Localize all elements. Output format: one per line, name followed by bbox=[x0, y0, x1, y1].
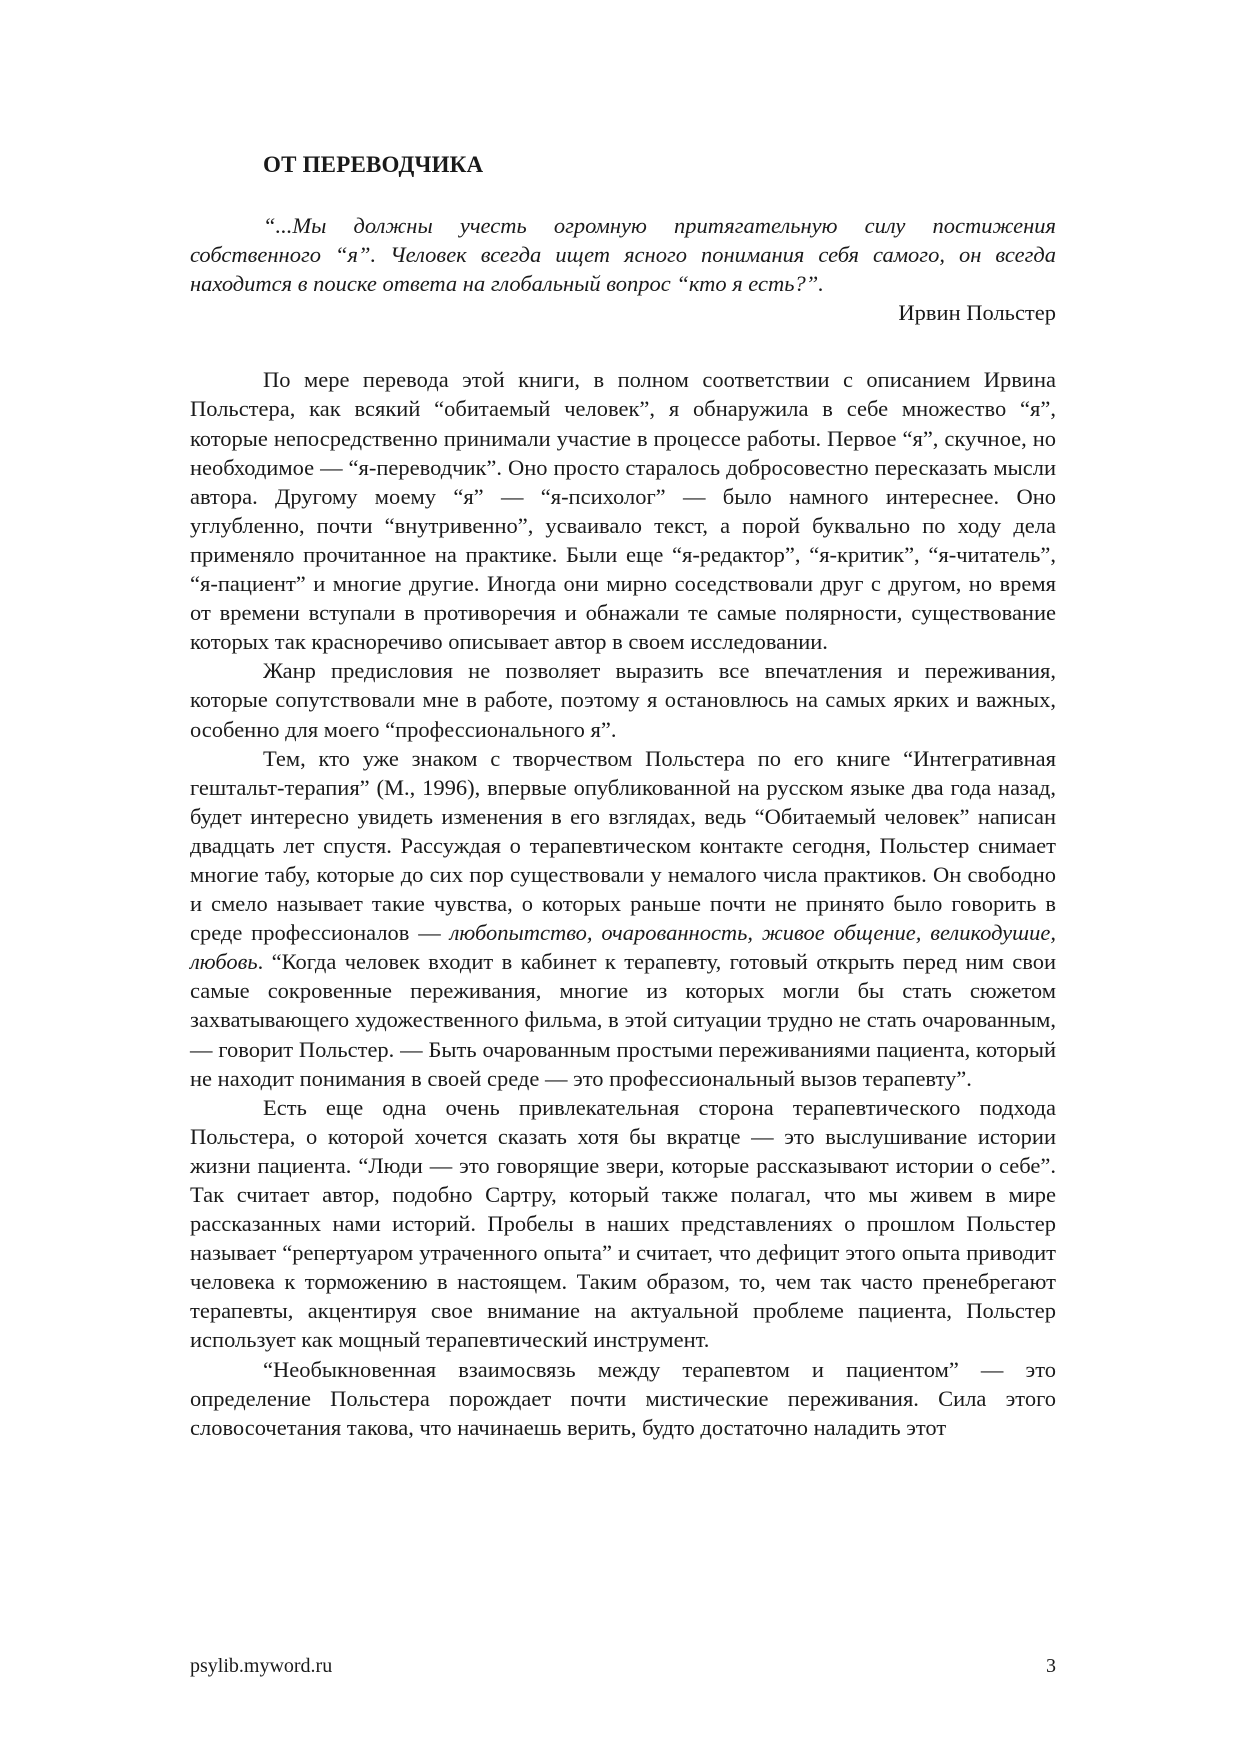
section-heading: ОТ ПЕРЕВОДЧИКА bbox=[263, 152, 484, 177]
paragraph-1: По мере перевода этой книги, в полном соответствии с описанием Ирвина Польстера, как всякий “обитаемый человек”, я обнаружила в себе множество “я”, которые непосредственно принимали участие в процессе работы. Первое “я”, скучное, но необходимое — “я-переводчик”. Оно просто старалось добросовестно пересказать мысли автора. Другому моему “я” — “я-психолог” — было намного интереснее. Оно углубленно, почти “внутривенно”, усваивало текст, а порой буквально по ходу дела применяло прочитанное на практике. Были еще “я-редактор”, “я-критик”, “я-читатель”, “я-пациент” и многие другие. Иногда они мирно соседствовали друг с другом, но время от времени вступали в противоречия и обнажали те самые полярности, существование которых так красноречиво описывает автор в своем исследовании. bbox=[190, 367, 1056, 655]
paragraph-3-emphasis: любопытство, очарованность, живое общение, великодушие, любовь bbox=[190, 920, 1056, 975]
paragraph-3 bbox=[190, 744, 1056, 1093]
footer-page-number: 3 bbox=[1046, 1655, 1056, 1677]
paragraph-3-text-before: Тем, кто уже знаком с творчеством Польстера по его книге “Интегративная гештальт-терапия” (М., 1996), впервые опубликованной на русском языке два года назад, будет интересно увидеть изменения в его взглядах, ведь “Обитаемый человек” написан двадцать лет спустя. Рассуждая о терапевтическом контакте сегодня, Польстер снимает многие табу, которые до сих пор существовали у немалого числа практиков. Он свободно и смело называет такие чувства, о которых раньше почти не принято было говорить в среде профессионалов — bbox=[190, 745, 1056, 946]
paragraph-3-text-after: . “Когда человек входит в кабинет к терапевту, готовый открыть перед ним свои самые сокровенные переживания, многие из которых могли бы стать сюжетом захватывающего художественного фильма, в этой ситуации трудно не стать очарованным, — говорит Польстер. — Быть очарованным простыми переживаниями пациента, который не находит понимания в своей среде — это профессиональный вызов терапевту”. bbox=[190, 949, 1056, 1091]
page-content bbox=[190, 211, 1056, 1442]
epigraph-author: Ирвин Польстер bbox=[898, 300, 1056, 326]
body-text bbox=[190, 365, 1056, 1441]
paragraph-4: Есть еще одна очень привлекательная сторона терапевтического подхода Польстера, о которой хочется сказать хотя бы вкратце — это выслушивание истории жизни пациента. “Люди — это говорящие звери, которые рассказывают истории о себе”. Так считает автор, подобно Сартру, который также полагал, что мы живем в мире рассказанных нами историй. Пробелы в наших представлениях о прошлом Польстер называет “репертуаром утраченного опыта” и считает, что дефицит этого опыта приводит человека к торможению в настоящем. Таким образом, то, чем так часто пренебрегают терапевты, акцентируя свое внимание на актуальной проблеме пациента, Польстер использует как мощный терапевтический инструмент. bbox=[190, 1094, 1056, 1353]
epigraph bbox=[190, 211, 1056, 327]
paragraph-5: “Необыкновенная взаимосвязь между терапевтом и пациентом” — это определение Польстера порождает почти мистические переживания. Сила этого словосочетания такова, что начинаешь верить, будто достаточно наладить этот bbox=[190, 1356, 1056, 1440]
footer-site-link[interactable]: psylib.myword.ru bbox=[190, 1655, 333, 1677]
epigraph-quote: “...Мы должны учесть огромную притягательную силу постижения собственного “я”. Человек всегда ищет ясного понимания себя самого, он всегда находится в поиске ответа на глобальный вопрос “кто я есть?”. bbox=[190, 213, 1056, 297]
paragraph-2: Жанр предисловия не позволяет выразить все впечатления и переживания, которые сопутствовали мне в работе, поэтому я остановлюсь на самых ярких и важных, особенно для моего “профессионального я”. bbox=[190, 658, 1056, 742]
